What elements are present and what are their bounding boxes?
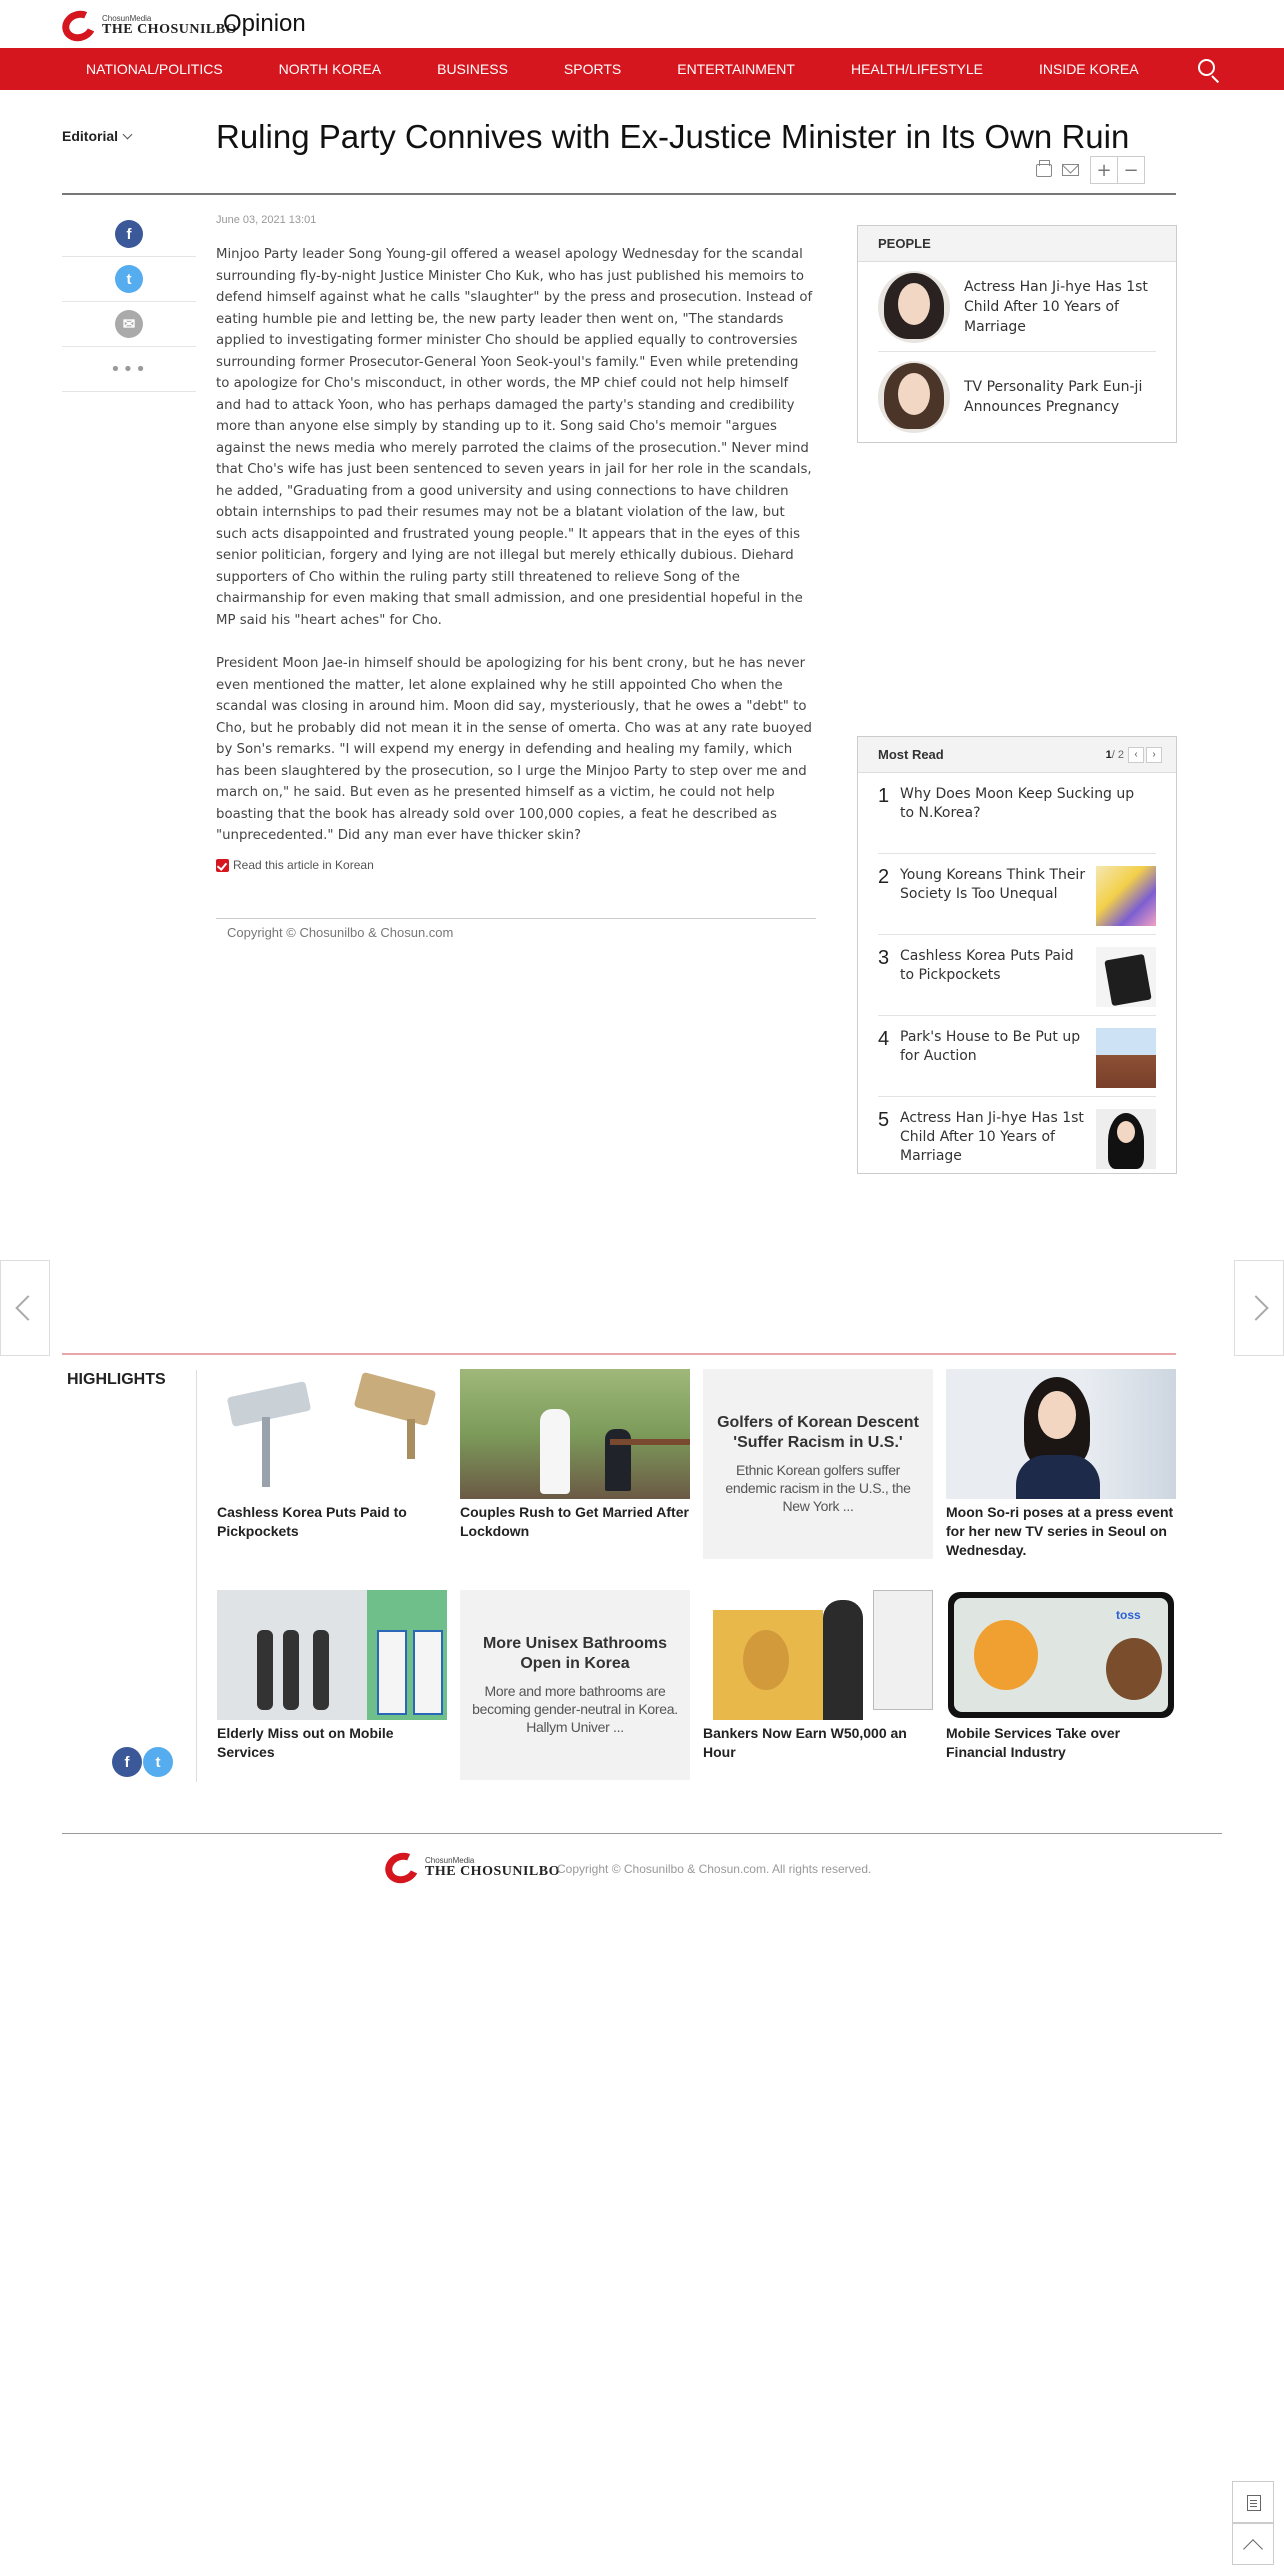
footer-logo-small-text: ChosunMedia	[425, 1856, 475, 1865]
highlights-social	[112, 1747, 174, 1777]
highlight-image	[703, 1590, 933, 1720]
read-korean-link[interactable]	[216, 858, 374, 872]
facebook-icon[interactable]: f	[112, 1747, 142, 1777]
people-item-title: TV Personality Park Eun-ji Announces Pregnancy	[964, 379, 1143, 415]
people-box	[857, 225, 1177, 443]
most-read-rank: 4	[878, 1028, 890, 1050]
article-date: June 03, 2021 13:01	[216, 214, 317, 226]
list-icon	[1247, 2495, 1261, 2511]
scroll-top-button[interactable]	[1232, 2523, 1274, 2565]
highlight-title: Cashless Korea Puts Paid to Pickpockets	[217, 1504, 407, 1539]
highlight-title: Mobile Services Take over Financial Industry	[946, 1725, 1121, 1760]
pager-next-icon[interactable]: ›	[1146, 747, 1162, 763]
chosunilbo-logo[interactable]	[60, 10, 237, 42]
most-read-title-text: Actress Han Ji-hye Has 1st Child After 10 Years of Marriage	[900, 1110, 1084, 1164]
chevron-down-icon	[123, 130, 133, 140]
highlight-title: Moon So-ri poses at a press event for her new TV series in Seoul on Wednesday.	[946, 1504, 1174, 1558]
highlight-image	[946, 1590, 1176, 1720]
most-read-title-text: Park's House to Be Put up for Auction	[900, 1029, 1081, 1064]
nav-item-entertainment[interactable]: ENTERTAINMENT	[677, 61, 795, 77]
most-read-thumbnail	[1096, 947, 1156, 1007]
article-body	[216, 244, 816, 869]
most-read-item[interactable]	[878, 1016, 1156, 1097]
highlights-vertical-divider	[196, 1370, 197, 1782]
mail-icon[interactable]	[1062, 164, 1079, 176]
footer-divider	[62, 1833, 1222, 1834]
search-icon[interactable]	[1196, 57, 1222, 83]
most-read-box	[857, 736, 1177, 1174]
font-decrease-button[interactable]: −	[1117, 156, 1145, 184]
chevron-up-icon	[1243, 2539, 1263, 2559]
copyright-divider	[216, 918, 816, 919]
most-read-thumbnail	[1096, 866, 1156, 926]
nav-item-national-politics[interactable]: NATIONAL/POLITICS	[86, 61, 223, 77]
section-title[interactable]: Opinion	[223, 10, 306, 37]
highlight-text-card[interactable]	[460, 1590, 690, 1780]
highlight-title: Golfers of Korean Descent 'Suffer Racism in U.S.'	[717, 1414, 919, 1451]
most-read-item[interactable]	[878, 773, 1156, 854]
highlight-card[interactable]	[703, 1590, 933, 1762]
facebook-share-icon[interactable]: f	[115, 220, 143, 248]
highlight-title: More Unisex Bathrooms Open in Korea	[482, 1635, 668, 1672]
highlights-label: HIGHLIGHTS	[67, 1371, 166, 1388]
pager-total: / 2	[1111, 748, 1124, 761]
highlight-description: More and more bathrooms are becoming gender-neutral in Korea. Hallym Univer ...	[472, 1683, 678, 1735]
highlight-image	[946, 1369, 1176, 1499]
people-item[interactable]	[878, 262, 1156, 352]
logo-small-text: ChosunMedia	[102, 14, 152, 23]
email-share-icon[interactable]: ✉	[115, 310, 143, 338]
people-item[interactable]	[878, 352, 1156, 442]
most-read-item[interactable]	[878, 1097, 1156, 1178]
most-read-pager	[1106, 747, 1162, 763]
twitter-share-icon[interactable]: t	[115, 265, 143, 293]
article-paragraph: President Moon Jae-in himself should be apologizing for his bent crony, but he has never even mentioned the matter, let alone explained why he still appointed Cho when the scandal was closing in around him. Moon did say, mysteriously, that he owes a "debt" to Cho, but he probably did not mean it in the sense of omerta. Cho was at any rate buoyed by Son's remarks. "I will expend my energy in defending and healing my family, which has been slaughtered by the prosecution, so I urge the Minjoo Party to step over me and march on," he said. But even as he presented himself as a victim, he could not help boasting that the book has already sold over 100,000 copies, a feat he described as "unprecedented." Did any man ever have thicker skin?	[216, 656, 812, 843]
article-headline: Ruling Party Connives with Ex-Justice Minister in Its Own Ruin	[216, 118, 1130, 155]
twitter-icon[interactable]: t	[143, 1747, 173, 1777]
most-read-title: Most Read	[878, 747, 944, 762]
most-read-rank: 5	[878, 1109, 890, 1131]
share-sidebar	[62, 212, 196, 392]
most-read-thumbnail	[1096, 1028, 1156, 1088]
article-tools	[1036, 156, 1145, 184]
most-read-title-text: Cashless Korea Puts Paid to Pickpockets	[900, 948, 1074, 983]
highlight-description: Ethnic Korean golfers suffer endemic racism in the U.S., the New York ...	[725, 1462, 911, 1514]
most-read-item[interactable]	[878, 854, 1156, 935]
nav-item-business[interactable]: BUSINESS	[437, 61, 508, 77]
highlight-card[interactable]	[460, 1369, 690, 1541]
highlight-card[interactable]	[217, 1369, 447, 1541]
highlight-title: Elderly Miss out on Mobile Services	[217, 1725, 394, 1760]
avatar	[878, 271, 950, 343]
read-korean-label: Read this article in Korean	[233, 858, 374, 872]
font-increase-button[interactable]: +	[1090, 156, 1118, 184]
highlight-card[interactable]	[217, 1590, 447, 1762]
top-header	[0, 0, 1284, 48]
most-read-rank: 2	[878, 866, 890, 888]
nav-item-health-lifestyle[interactable]: HEALTH/LIFESTYLE	[850, 61, 983, 77]
korean-article-icon	[216, 859, 229, 872]
highlight-title: Bankers Now Earn W50,000 an Hour	[703, 1725, 907, 1760]
article-copyright: Copyright © Chosunilbo & Chosun.com	[227, 925, 454, 940]
highlight-image	[460, 1369, 690, 1499]
people-item-title: Actress Han Ji-hye Has 1st Child After 10 Years of Marriage	[964, 278, 1148, 335]
nav-item-sports[interactable]: SPORTS	[563, 61, 622, 77]
nav-item-inside-korea[interactable]: INSIDE KOREA	[1038, 61, 1139, 77]
avatar	[878, 361, 950, 433]
chosun-logo-mark	[383, 1852, 423, 1884]
highlights-divider	[62, 1353, 1176, 1355]
main-nav	[0, 48, 1284, 90]
toss-brand-text: toss	[1116, 1608, 1141, 1622]
highlight-title: Couples Rush to Get Married After Lockdown	[460, 1504, 689, 1539]
most-read-rank: 1	[878, 785, 890, 807]
article-list-button[interactable]	[1232, 2481, 1274, 2523]
next-article-arrow[interactable]	[1234, 1260, 1284, 1356]
most-read-header	[858, 737, 1176, 773]
footer-logo[interactable]	[383, 1852, 560, 1884]
print-icon[interactable]	[1036, 164, 1052, 177]
nav-item-north-korea[interactable]: NORTH KOREA	[278, 61, 382, 77]
highlight-card[interactable]	[946, 1369, 1176, 1560]
more-share-icon[interactable]: •••	[110, 358, 148, 380]
most-read-title-text: Why Does Moon Keep Sucking up to N.Korea?	[900, 786, 1135, 821]
highlight-card[interactable]	[946, 1590, 1176, 1762]
most-read-item[interactable]	[878, 935, 1156, 1016]
most-read-thumbnail	[1096, 1109, 1156, 1169]
prev-article-arrow[interactable]	[0, 1260, 50, 1356]
logo-big-text: THE CHOSUNILBO	[102, 22, 237, 37]
most-read-rank: 3	[878, 947, 890, 969]
article-paragraph: Minjoo Party leader Song Young-gil offered a weasel apology Wednesday for the scandal surrounding fly-by-night Justice Minister Cho Kuk, who has just published his memoirs to defend himself against what he calls "slaughter" by the press and prosecution. Instead of eating humble pie and letting be, the new party leader then went on, "The standards applied to investigating former minister Cho should be applied equally to controversies surrounding former Prosecutor-General Yoon Seok-youl's family." Even while pretending to apologize for Cho's misconduct, in other words, the MP chief could not help himself and had to attack Yoon, who has perhaps damaged the party's standing and credibility more than anyone else simply by standing up to it. Song said Cho's memoir "argues against the news media who merely parroted the claims of the prosecution." Never mind that Cho's wife has just been sentenced to seven years in jail for her role in the scandals, he added, "Graduating from a good university and using connections to have children obtain internships to pad their resumes may not be a blatant violation of the law, but such acts disappointed and frustrated young people." It appears that in the eyes of this senior politician, forgery and lying are not illegal but merely ethically dubious. Diehard supporters of Cho within the ruling party still threatened to relieve Song of the chairmanship for even making that small admission, and one presidential hopeful in the MP said his "heart aches" for Cho.	[216, 247, 813, 628]
chosun-logo-mark	[60, 10, 100, 42]
footer-logo-big-text: THE CHOSUNILBO	[425, 1864, 560, 1879]
highlight-image	[217, 1369, 447, 1499]
footer-copyright: Copyright © Chosunilbo & Chosun.com. All rights reserved.	[557, 1862, 872, 1876]
people-title: PEOPLE	[858, 226, 1176, 262]
headline-divider	[62, 193, 1176, 195]
category-label: Editorial	[62, 128, 119, 144]
category-dropdown[interactable]	[62, 128, 131, 144]
pager-current: 1	[1105, 748, 1112, 761]
chevron-left-icon	[15, 1295, 40, 1320]
highlight-image	[217, 1590, 447, 1720]
chevron-right-icon	[1243, 1295, 1268, 1320]
highlight-text-card[interactable]	[703, 1369, 933, 1559]
most-read-title-text: Young Koreans Think Their Society Is Too Unequal	[900, 867, 1086, 902]
pager-prev-icon[interactable]: ‹	[1128, 747, 1144, 763]
